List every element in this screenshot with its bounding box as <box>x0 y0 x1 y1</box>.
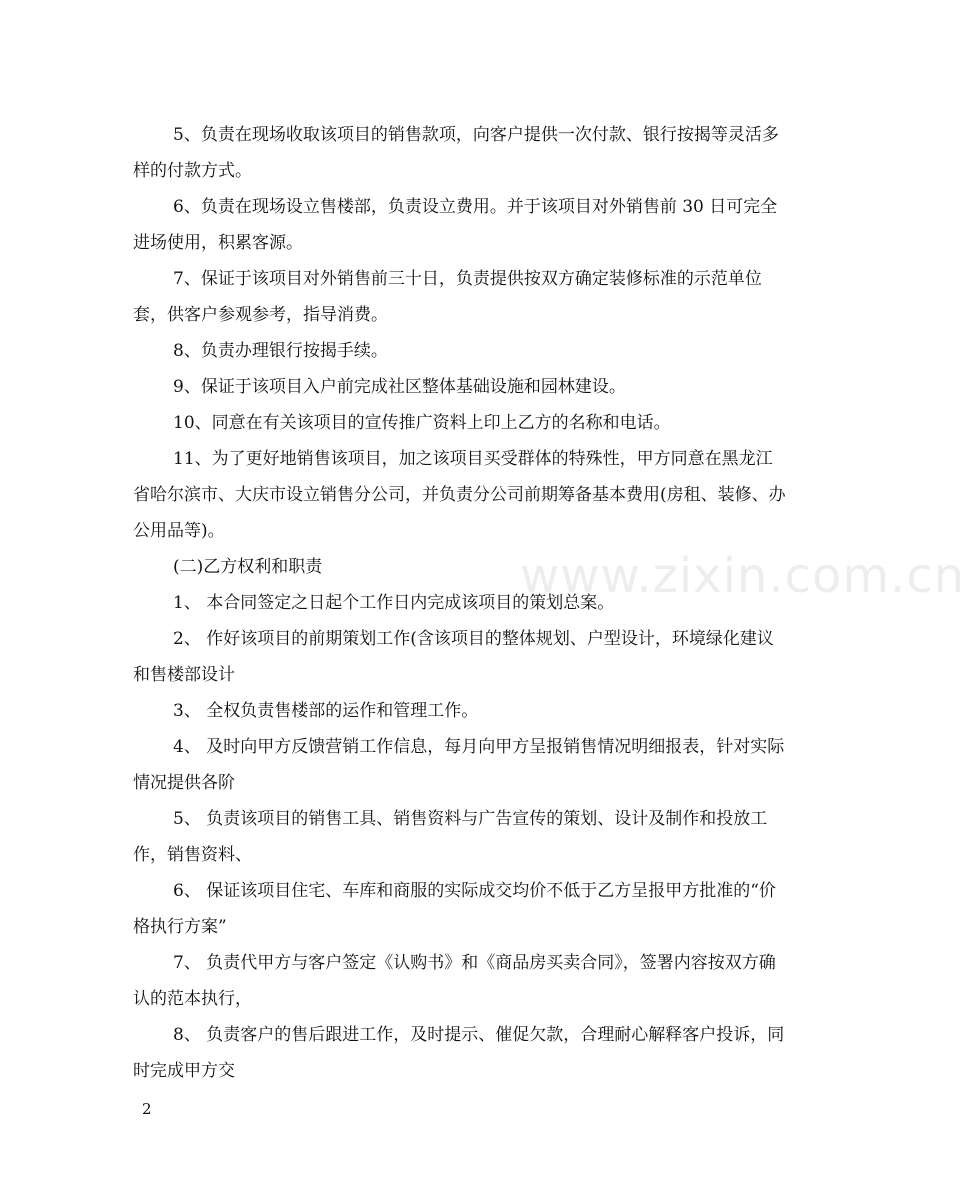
paragraph-item-9-infrastructure: 9、保证于该项目入户前完成社区整体基础设施和园林建设。 <box>173 377 626 397</box>
paragraph-b-item-6: 6、 保证该项目住宅、车库和商服的实际成交均价不低于乙方呈报甲方批准的“价格执行方案” <box>133 881 776 937</box>
watermark: www.zixin.com.cn <box>520 548 965 604</box>
paragraph-b-item-4: 4、 及时向甲方反馈营销工作信息，每月向甲方呈报销售情况明细报表，针对实际情况提供各阶 <box>133 737 785 793</box>
paragraph-item-6-sales-office: 6、负责在现场设立售楼部，负责设立费用。并于该项目对外销售前 30 日可完全进场使用，积累客源。 <box>133 197 778 253</box>
paragraph-b-item-1: 1、 本合同签定之日起个工作日内完成该项目的策划总案。 <box>173 593 615 613</box>
paragraph-b-item-8: 8、 负责客户的售后跟进工作，及时提示、催促欠款，合理耐心解释客户投诉，同时完成甲方交 <box>133 1025 785 1081</box>
paragraph-b-item-2: 2、 作好该项目的前期策划工作(含该项目的整体规划、户型设计，环境绿化建议和售楼部设计 <box>133 629 774 685</box>
paragraph-item-5-payment: 5、负责在现场收取该项目的销售款项，向客户提供一次付款、银行按揭等灵活多样的付款方式。 <box>133 125 779 181</box>
paragraph-b-item-7: 7、 负责代甲方与客户签定《认购书》和《商品房买卖合同》，签署内容按双方确认的范本执行， <box>133 953 776 1009</box>
paragraph-b-item-3: 3、 全权负责售楼部的运作和管理工作。 <box>173 701 479 721</box>
paragraph-item-7-showroom: 7、保证于该项目对外销售前三十日，负责提供按双方确定装修标准的示范单位 套，供客户参观参考，指导消费。 <box>133 269 762 325</box>
section-heading-party-b: (二)乙方权利和职责 <box>173 557 323 577</box>
paragraph-b-item-5: 5、 负责该项目的销售工具、销售资料与广告宣传的策划、设计及制作和投放工作，销售资料、 <box>133 809 768 865</box>
paragraph-item-11-branch: 11、为了更好地销售该项目，加之该项目买受群体的特殊性，甲方同意在黑龙江省哈尔滨市、大庆市设立销售分公司，并负责分公司前期筹备基本费用(房租、装修、办公用品等)。 <box>133 449 786 541</box>
page-number: 2 <box>142 1100 152 1118</box>
paragraph-item-8-mortgage: 8、负责办理银行按揭手续。 <box>173 341 388 361</box>
paragraph-item-10-promotion: 10、同意在有关该项目的宣传推广资料上印上乙方的名称和电话。 <box>173 413 671 433</box>
